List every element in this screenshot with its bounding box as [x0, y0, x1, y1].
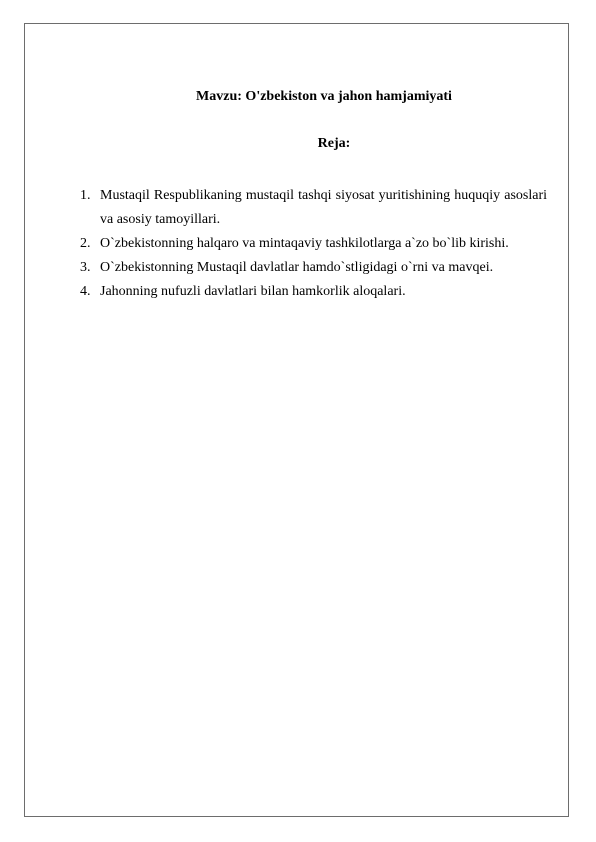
- plan-item-number: 1.: [80, 188, 91, 203]
- plan-item-text: Mustaqil Respublikaning mustaqil tashqi siyosat yuritishining huquqiy asoslari va asosiy tamoyillari.: [100, 188, 547, 227]
- plan-heading: Reja:: [317, 136, 351, 151]
- plan-item: [80, 232, 547, 256]
- plan-item: [80, 256, 547, 280]
- document-title: Mavzu: O'zbekiston va jahon hamjamiyati: [196, 89, 452, 104]
- plan-item-number: 3.: [80, 260, 91, 275]
- plan-item-text: O`zbekistonning Mustaqil davlatlar hamdo`stligidagi o`rni va mavqei.: [100, 260, 494, 275]
- plan-item-text: Jahonning nufuzli davlatlari bilan hamkorlik aloqalari.: [100, 284, 406, 299]
- plan-list: [80, 184, 547, 304]
- plan-item: [80, 184, 547, 232]
- plan-item-text: O`zbekistonning halqaro va mintaqaviy tashkilotlarga a`zo bo`lib kirishi.: [100, 236, 509, 251]
- plan-item-number: 2.: [80, 236, 91, 251]
- plan-item: [80, 280, 547, 304]
- plan-item-number: 4.: [80, 284, 91, 299]
